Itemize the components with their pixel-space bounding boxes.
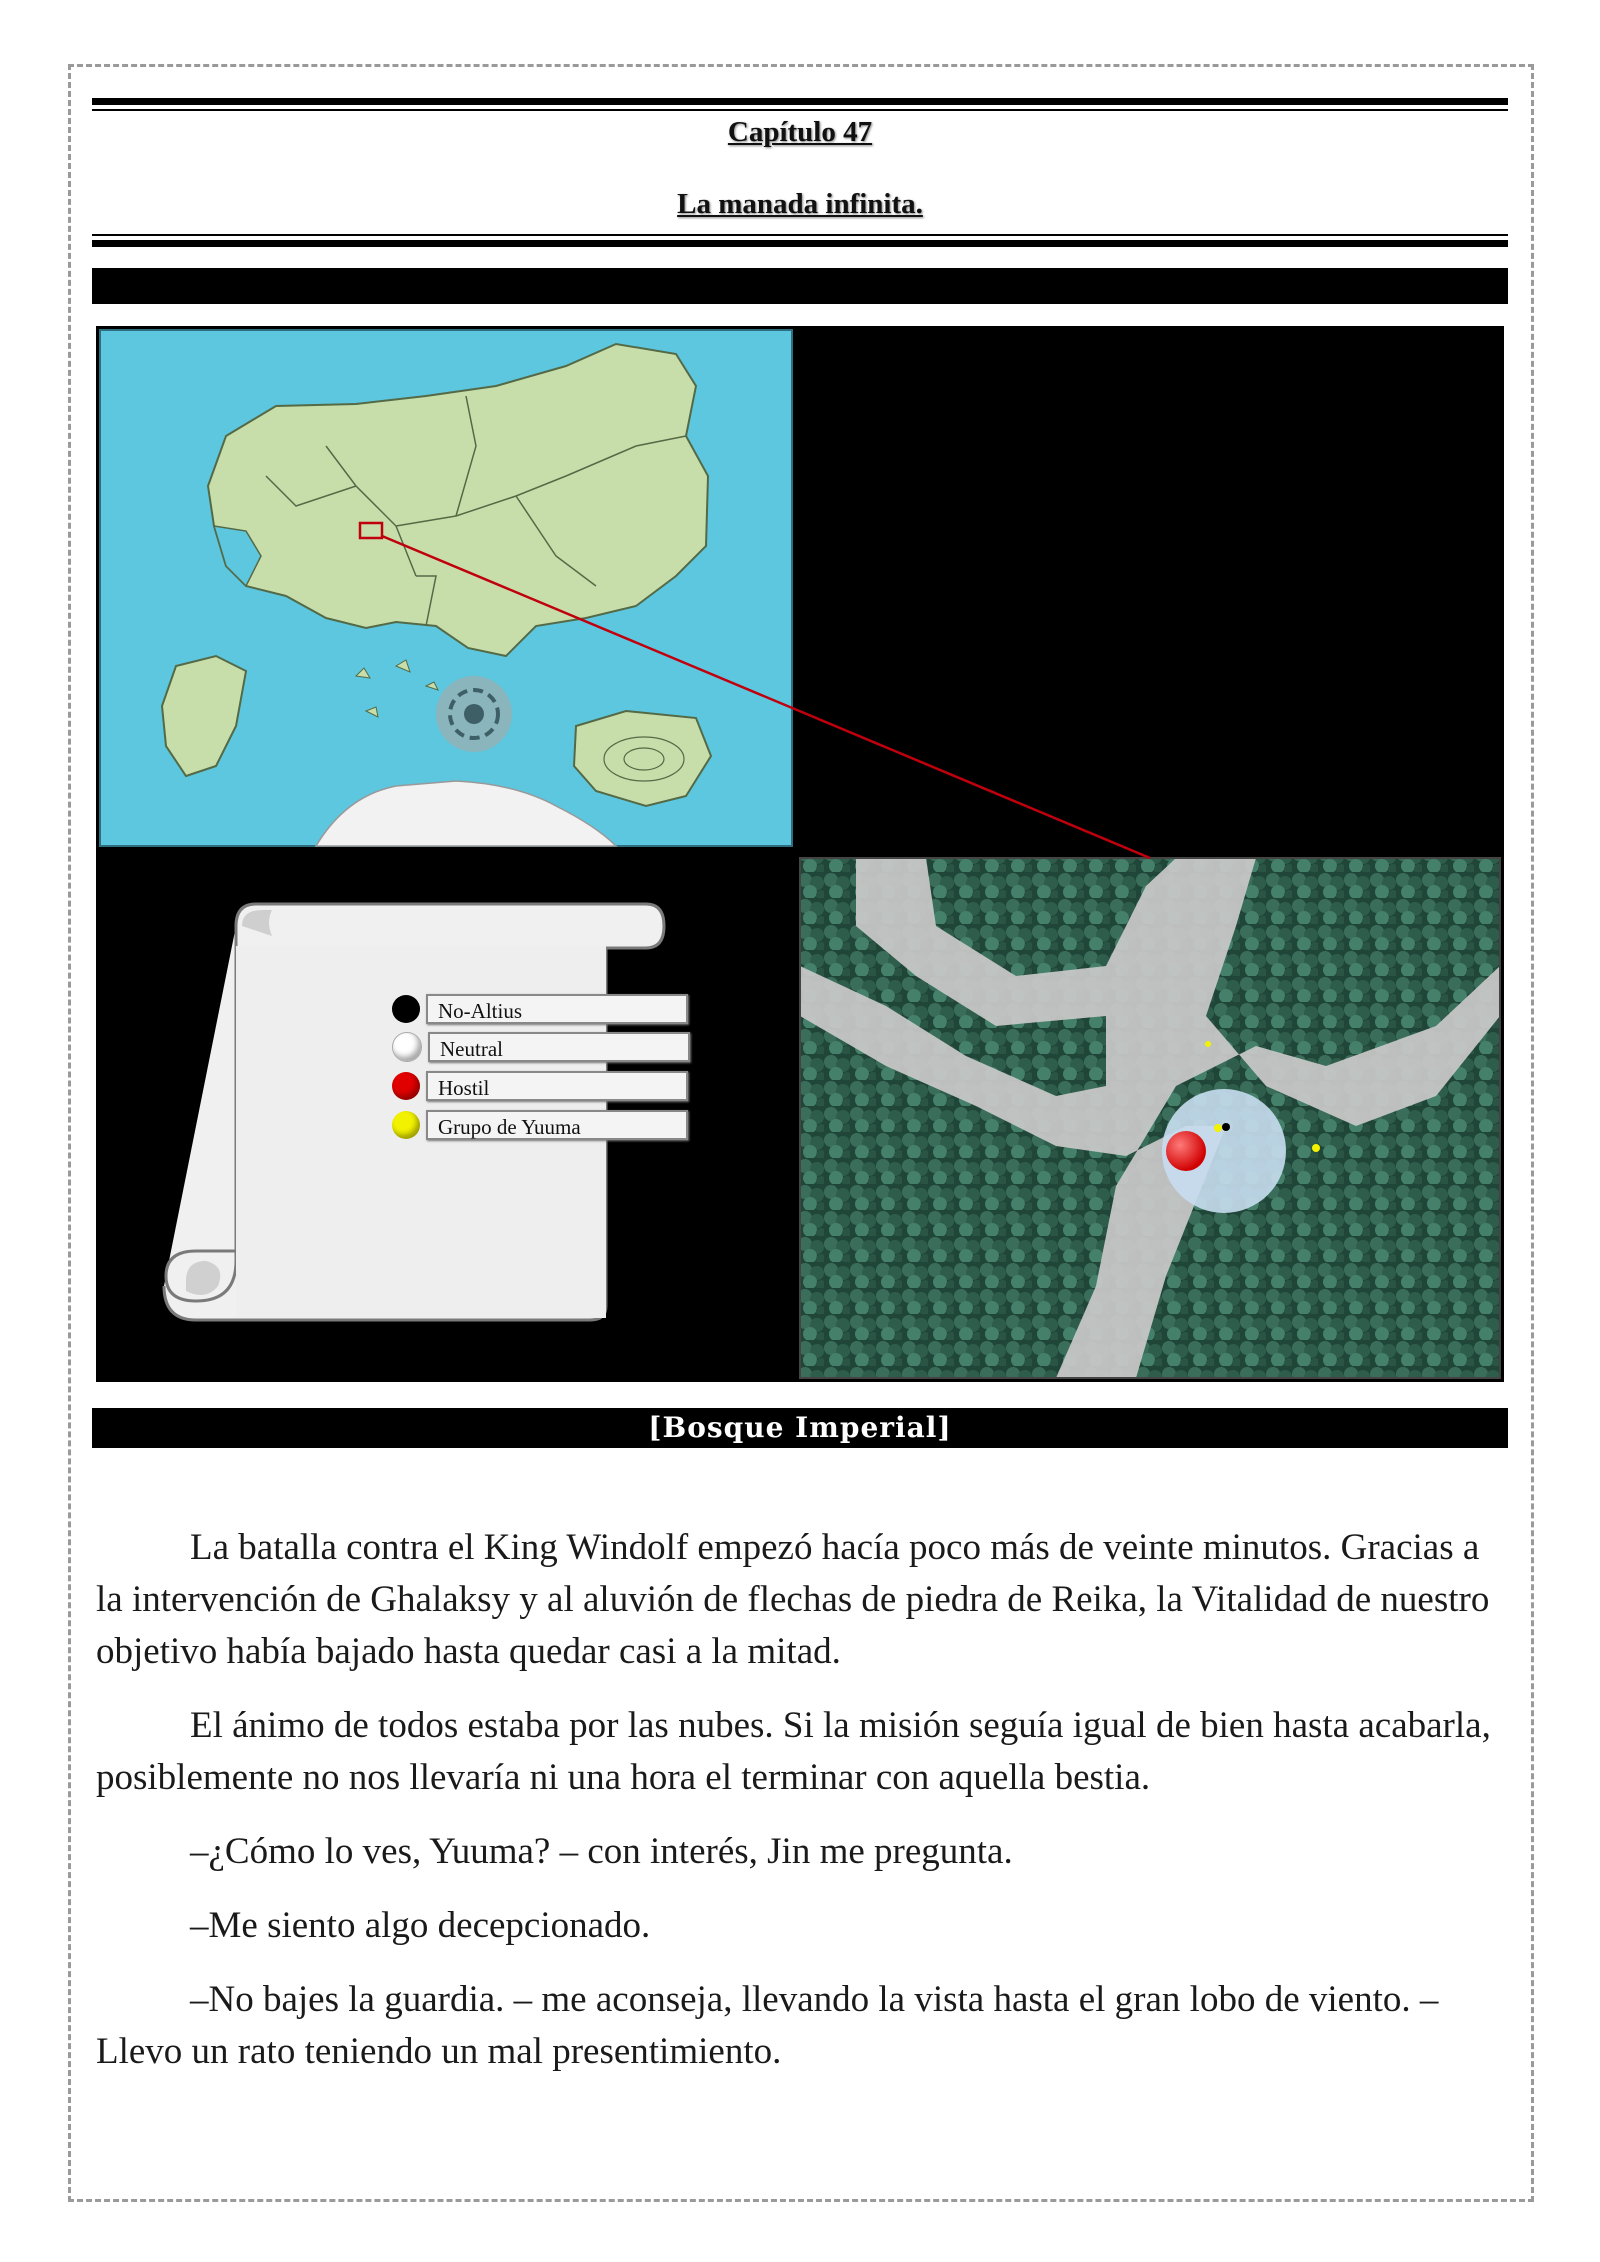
- legend-item-grupo-de-yuuma: [392, 1108, 688, 1142]
- player-marker: [1214, 1124, 1222, 1132]
- legend-label: Grupo de Yuuma: [426, 1110, 688, 1140]
- chapter-number: Capítulo 47: [727, 116, 873, 148]
- header-rule-bottom-thin: [92, 234, 1508, 236]
- white-circle-icon: [392, 1032, 422, 1062]
- legend-label: Hostil: [426, 1071, 688, 1101]
- header-rule-top-thin: [92, 109, 1508, 111]
- map-figure: [96, 326, 1504, 1382]
- red-circle-icon: [392, 1072, 420, 1100]
- figure-caption: [Bosque Imperial]: [92, 1408, 1508, 1448]
- legend: [296, 930, 766, 1364]
- paragraph: –¿Cómo lo ves, Yuuma? – con interés, Jin me pregunta.: [190, 1831, 1013, 1872]
- chapter-body: [96, 1522, 1506, 2100]
- paragraph: La batalla contra el King Windolf empezó hacía poco más de veinte minutos. Gracias a la intervención de Ghalaksy y al aluvión de flechas de piedra de Reika, la Vitalidad de nuestro objetivo había bajado hasta quedar casi a la mitad.: [96, 1527, 1490, 1672]
- hostile-marker: [1166, 1131, 1206, 1171]
- figure-top-bar: [92, 268, 1508, 304]
- header-rule-bottom-thick: [92, 240, 1508, 247]
- yellow-circle-icon: [392, 1111, 420, 1139]
- legend-item-neutral: [392, 1030, 690, 1064]
- paragraph: –No bajes la guardia. – me aconseja, llevando la vista hasta el gran lobo de viento. –Llevo un rato teniendo un mal presentimiento.: [96, 1979, 1439, 2072]
- local-forest-map: [800, 858, 1500, 1378]
- world-map: [100, 330, 792, 846]
- legend-item-no-altius: [392, 992, 688, 1026]
- paragraph: El ánimo de todos estaba por las nubes. Si la misión seguía igual de bien hasta acabarla, posiblemente no nos llevaría ni una hora el terminar con aquella bestia.: [96, 1705, 1491, 1798]
- party-marker: [1312, 1144, 1320, 1152]
- legend-item-hostil: [392, 1069, 688, 1103]
- party-marker: [1205, 1041, 1211, 1047]
- legend-label: No-Altius: [426, 994, 688, 1024]
- black-circle-icon: [392, 995, 420, 1023]
- paragraph: –Me siento algo decepcionado.: [190, 1905, 651, 1946]
- chapter-title: La manada infinita.: [677, 188, 923, 220]
- header-rule-top-thick: [92, 98, 1508, 105]
- legend-label: Neutral: [428, 1032, 690, 1062]
